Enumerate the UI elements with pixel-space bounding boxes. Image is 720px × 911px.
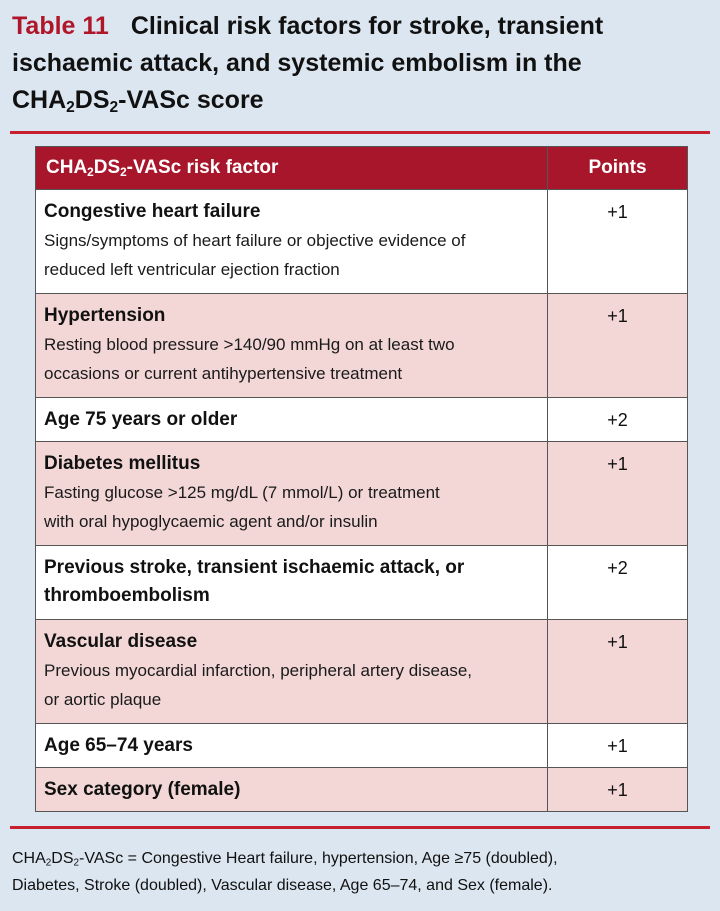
table-row: [36, 546, 688, 620]
desc-line: or aortic plaque: [44, 690, 162, 709]
factor-name: Age 65–74 years: [44, 735, 193, 756]
points-cell: +1: [548, 442, 688, 546]
title-sub-1: 2: [66, 98, 75, 116]
title-cha: CHA: [12, 86, 67, 114]
bottom-rule: [10, 826, 710, 829]
table-header-row: [36, 147, 688, 190]
factor-name: Sex category (female): [44, 779, 241, 800]
points-cell: +1: [548, 190, 688, 294]
top-rule: [10, 131, 710, 134]
factor-cell: [36, 768, 548, 812]
table-title: [12, 8, 712, 119]
table-row: [36, 442, 688, 546]
factor-cell: [36, 442, 548, 546]
factor-cell: [36, 620, 548, 724]
header-cha: CHA: [46, 157, 88, 178]
factor-cell: [36, 398, 548, 442]
points-cell: +2: [548, 546, 688, 620]
footnote-cha: CHA: [12, 850, 46, 867]
desc-line: Fasting glucose >125 mg/dL (7 mmol/L) or treatment: [44, 483, 440, 502]
factor-description: [44, 330, 539, 388]
table-row: [36, 294, 688, 398]
table-row: [36, 190, 688, 294]
header-sub-2: 2: [120, 165, 127, 179]
risk-factor-table: [35, 146, 688, 812]
title-sub-2: 2: [109, 98, 119, 116]
factor-description: [44, 478, 539, 536]
desc-line: reduced left ventricular ejection fraction: [44, 260, 340, 279]
factor-description: [44, 226, 539, 284]
factor-cell: [36, 294, 548, 398]
factor-name: Hypertension: [44, 305, 166, 326]
factor-name: Vascular disease: [44, 631, 198, 652]
desc-line: Resting blood pressure >140/90 mmHg on at least two: [44, 335, 455, 354]
points-cell: +1: [548, 620, 688, 724]
factor-description: [44, 656, 539, 714]
factor-name: Congestive heart failure: [44, 201, 261, 222]
desc-line: Previous myocardial infarction, peripheral artery disease,: [44, 661, 473, 680]
points-cell: +1: [548, 724, 688, 768]
title-line-3: [12, 82, 712, 119]
header-ds: DS: [93, 157, 121, 178]
footnote-ds: DS: [51, 850, 74, 867]
points-cell: +2: [548, 398, 688, 442]
header-points: Points: [548, 147, 688, 190]
title-line-2: ischaemic attack, and systemic embolism in the: [12, 49, 582, 77]
factor-cell: [36, 190, 548, 294]
title-text-1: Clinical risk factors for stroke, transient: [130, 12, 604, 40]
factor-name-line: Previous stroke, transient ischaemic attack, or: [44, 557, 465, 578]
footnote-text-1: -VASc = Congestive Heart failure, hypertension, Age ≥75 (doubled),: [79, 850, 558, 867]
points-cell: +1: [548, 294, 688, 398]
table-number: Table 11: [12, 12, 109, 40]
points-cell: +1: [548, 768, 688, 812]
title-line-1: [12, 8, 712, 45]
table-row: [36, 620, 688, 724]
table-row: [36, 398, 688, 442]
header-vasc: -VASc risk factor: [126, 157, 279, 178]
footnote-line-1: [12, 845, 717, 872]
title-ds: DS: [74, 86, 110, 114]
factor-name-line: thromboembolism: [44, 585, 210, 606]
footnote-sub-2: 2: [73, 857, 80, 869]
footnote-sub-1: 2: [45, 857, 52, 869]
factor-cell: [36, 546, 548, 620]
header-risk-factor: [36, 147, 548, 190]
table-row: [36, 724, 688, 768]
header-sub-1: 2: [87, 165, 94, 179]
factor-name: Age 75 years or older: [44, 409, 238, 430]
desc-line: with oral hypoglycaemic agent and/or insulin: [44, 512, 378, 531]
table-footnote: [12, 845, 717, 899]
factor-cell: [36, 724, 548, 768]
table-row: [36, 768, 688, 812]
footnote-line-2: Diabetes, Stroke (doubled), Vascular disease, Age 65–74, and Sex (female).: [12, 877, 553, 894]
title-vasc: -VASc score: [118, 86, 264, 114]
desc-line: occasions or current antihypertensive treatment: [44, 364, 403, 383]
factor-name: Diabetes mellitus: [44, 453, 201, 474]
desc-line: Signs/symptoms of heart failure or objective evidence of: [44, 231, 466, 250]
